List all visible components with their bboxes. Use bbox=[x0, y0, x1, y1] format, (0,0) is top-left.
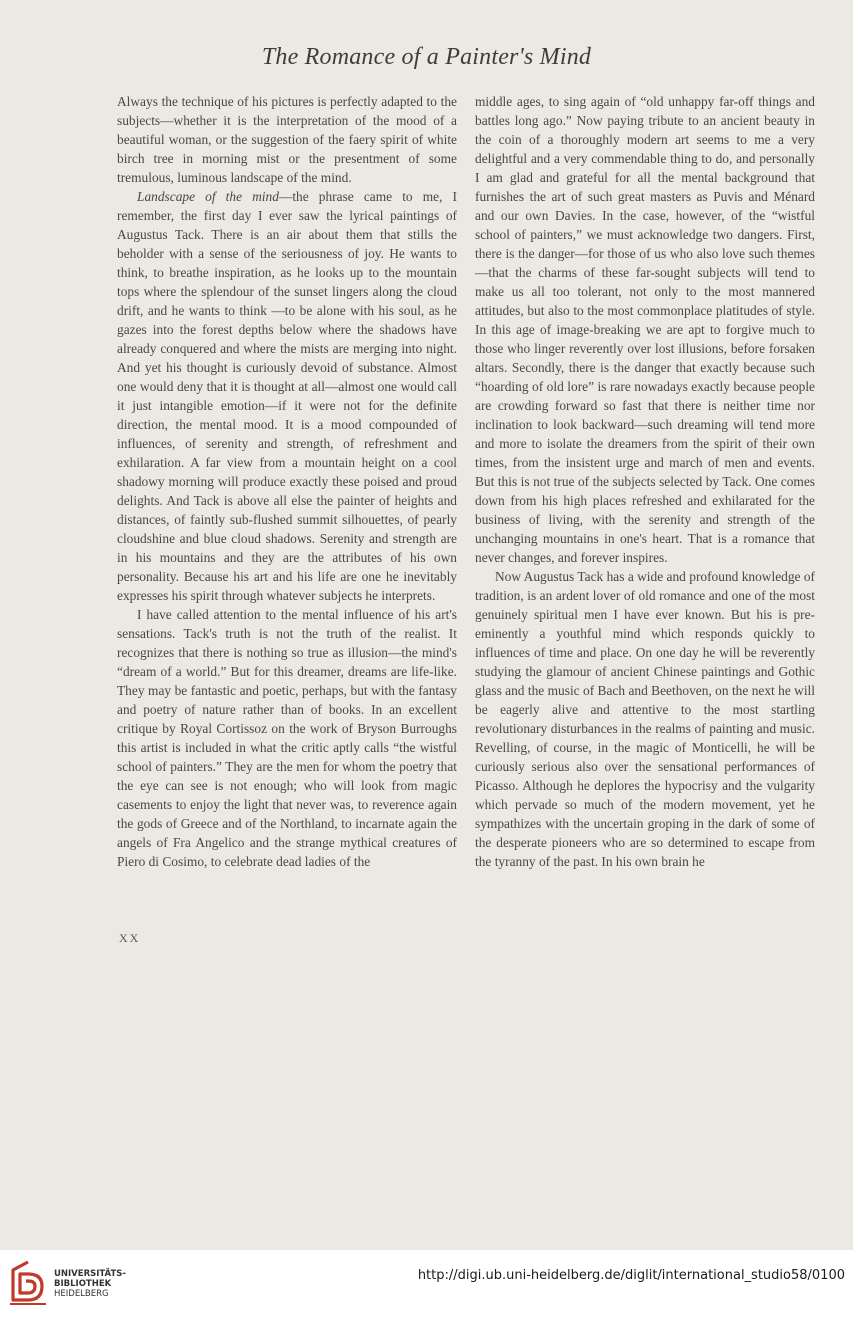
paragraph bbox=[117, 187, 457, 605]
paragraph: middle ages, to sing again of “old unhappy far-off things and battles long ago.” Now paying tribute to an ancient beauty in the coin of a thoroughly modern art seems to me a very delightful and a very commendable thing to do, and personally I am glad and grateful for all the mental background that furnishes the art of such great masters as Puvis and Ménard and our own Davies. In the case, however, of the “wistful school of painters,” we must acknowledge two dangers. First, there is the danger—for those of us who also love such themes—that the charms of these far-sought subjects will tend to make us all too tolerant, not only to the most mannered attitudes, but also to the most commonplace platitudes of style. In this age of image-breaking we are apt to forgive much to those who linger reverently over lost illusions, before forsaken altars. Secondly, there is the danger that exactly because such “hoarding of old lore” is rare nowadays exactly because people are crowding forward so fast that there is neither time nor inclination to look backward—such dreaming will tend more and more to isolate the dreamers from the spirit of their own times, from the insistent urge and march of men and events. But this is not true of the subjects selected by Tack. One comes down from his high places refreshed and exhilarated for the business of living, with the serenity and strength of the unchanging mountains in one's heart. That is a romance that never changes, and forever inspires. bbox=[475, 94, 815, 565]
library-logo-icon bbox=[8, 1260, 48, 1306]
page-title: The Romance of a Painter's Mind bbox=[261, 44, 592, 70]
paragraph: I have called attention to the mental influence of his art's sensations. Tack's truth is not the truth of the realist. It recognizes that there is nothing so true as illusion—the mind's “dream of a world.” But for this dreamer, dreams are life-like. They may be fantastic and poetic, perhaps, but with the fantasy and poetry of nature rather than of books. In an excellent critique by Royal Cortissoz on the work of Bryson Burroughs this artist is included in what the critic aptly calls “the wistful school of painters.” They are the men for whom the poetry that the eye can see is not enough; who will look from magic casements to enjoy the light that never was, to reverence again the gods of Greece and of the Northland, to incarnate again the angels of Fra Angelico and the strange mythical creatures of Piero di Cosimo, to celebrate dead ladies of the bbox=[117, 607, 457, 869]
paragraph: Always the technique of his pictures is perfectly adapted to the subjects—whether it is the interpretation of the mood of a beautiful woman, or the suggestion of the faery spirit of white birch tree in morning mist or the presentment of some tremulous, luminous landscape of the mind. bbox=[117, 94, 457, 185]
right-column bbox=[475, 92, 815, 871]
source-url-link[interactable]: http://digi.ub.uni-heidelberg.de/diglit/international_studio58/0100 bbox=[417, 1268, 845, 1283]
paragraph-text: —the phrase came to me, I remember, the first day I ever saw the lyrical paintings of Augustus Tack. There is an air about them that stills the beholder with a sense of the seriousness of joy. He wants to think, to breathe inspiration, as he looks up to the mountain tops where the splendour of the sunset lingers along the cloud drift, and he wants to think —to be alone with his soul, as he gazes into the forest depths below where the shadows have already conquered and where the mists are merging into night. And yet his thought is curiously devoid of substance. Almost one would deny that it is thought at all—almost one would call it just intangible emotion—if it were not for the definite direction, the mental mood. It is a mood compounded of influences, of serenity and strength, of refreshment and exhilaration. A far view from a mountain height on a cool shadowy morning will produce exactly these poised and proud delights. And Tack is above all else the painter of heights and distances, of faintly sub-flushed summit silhouettes, of pearly cloudshine and blue cloud shadows. Serenity and strength are in his mountains and they are the attributes of his own personality. Because his art and his life are one he inevitably expresses his spirit through whatever subjects he interprets. bbox=[117, 189, 458, 603]
paragraph: Now Augustus Tack has a wide and profound knowledge of tradition, is an ardent lover of old romance and one of the most genuinely spiritual men I have ever known. But his is pre-eminently a youthful mind which responds quickly to influences of time and place. On one day he will be reverently studying the glamour of ancient Chinese paintings and Gothic glass and the music of Bach and Beethoven, on the next he will be eagerly alive and attentive to the most startling revolutionary disturbances in the realms of painting and music. Revelling, of course, in the magic of Monticelli, he will be curiously serious also over the sensational performances of Picasso. Although he deplores the hypocrisy and the vulgarity which pervade so much of the modern movement, yet he sympathizes with the uncertain groping in the dark of some of the desperate pioneers who are so determined to escape from the tyranny of the past. In his own brain he bbox=[475, 569, 815, 869]
italic-lead: Landscape of the mind bbox=[137, 189, 279, 204]
footer bbox=[0, 1250, 853, 1317]
left-column bbox=[117, 92, 457, 871]
page-number: XX bbox=[119, 931, 141, 945]
library-name: UNIVERSITÄTS- BIBLIOTHEK HEIDELBERG bbox=[54, 1269, 126, 1299]
